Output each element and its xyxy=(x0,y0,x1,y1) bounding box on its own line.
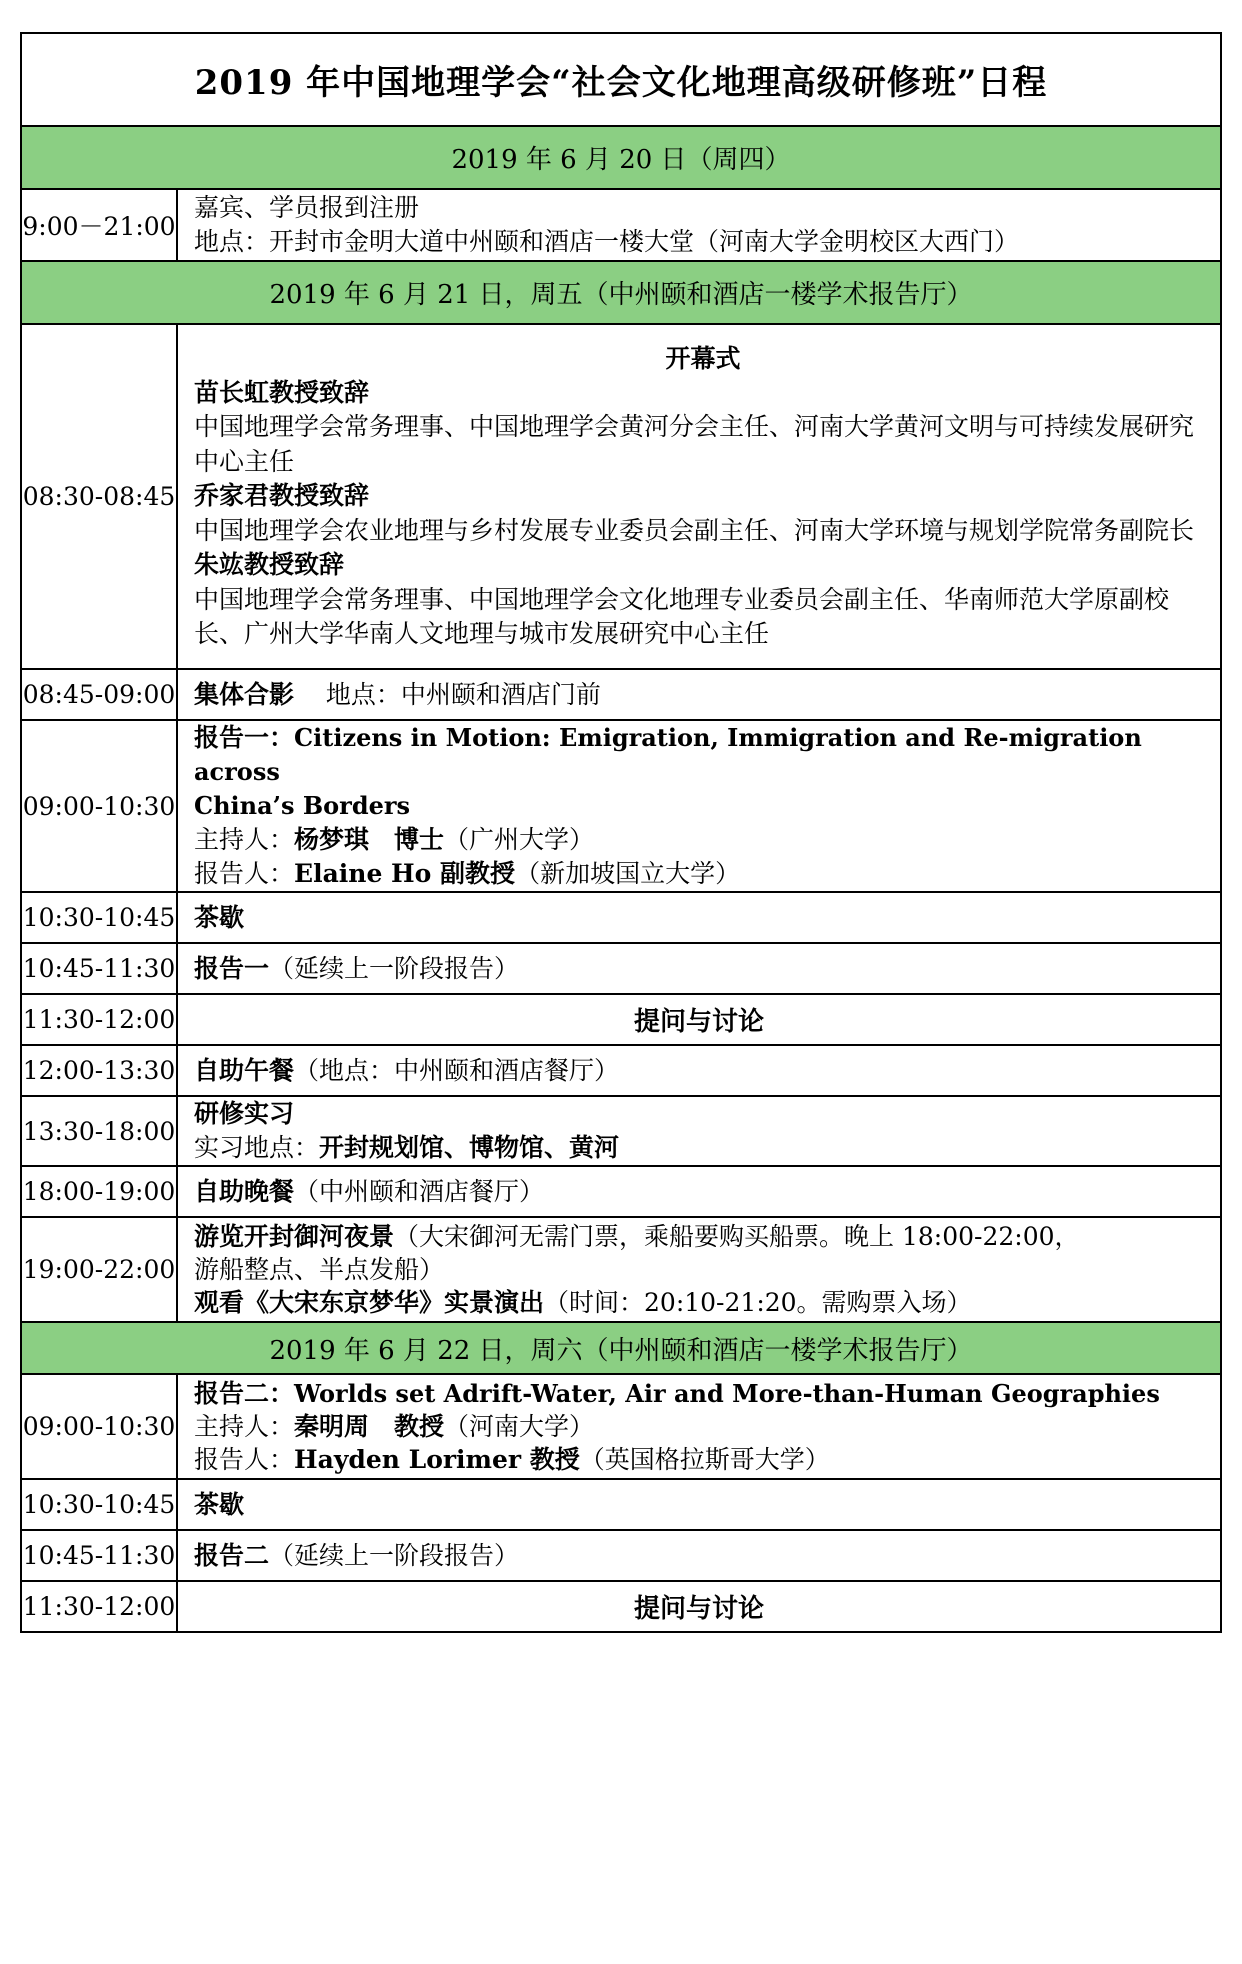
schedule-table xyxy=(20,32,1222,1633)
time-cell: 10:30-10:45 xyxy=(21,892,177,943)
show-note: （时间：20:10-21:20。需购票入场） xyxy=(544,1288,972,1317)
schedule-row-break2 xyxy=(21,1479,1221,1530)
report-speaker xyxy=(194,857,1212,891)
report-speaker xyxy=(194,1443,1212,1476)
content-cell xyxy=(177,720,1221,892)
schedule-row-lunch xyxy=(21,1045,1221,1096)
schedule-row-registration xyxy=(21,189,1221,261)
photo-label: 集体合影 xyxy=(194,679,295,709)
speaker-name: 苗长虹教授致辞 xyxy=(194,378,370,408)
report-title-line1: Citizens in Motion: Emigration, Immigration and Re-migration across xyxy=(194,723,1142,786)
host-affiliation: （广州大学） xyxy=(444,825,595,854)
evening-show xyxy=(194,1286,1212,1319)
schedule-row-report2 xyxy=(21,1374,1221,1479)
report-host xyxy=(194,1410,1212,1443)
field-label: 研修实习 xyxy=(194,1099,295,1128)
tour-note-cont: 游船整点、半点发船） xyxy=(194,1255,445,1284)
content-cell xyxy=(177,1374,1221,1479)
report-host xyxy=(194,823,1212,857)
schedule-row-qa2 xyxy=(21,1581,1221,1632)
field-place-label: 实习地点： xyxy=(194,1133,320,1162)
schedule-row-field xyxy=(21,1096,1221,1166)
host-affiliation: （河南大学） xyxy=(444,1412,595,1441)
time-cell: 10:30-10:45 xyxy=(21,1479,177,1530)
content-cell xyxy=(177,1530,1221,1581)
schedule-row-evening xyxy=(21,1217,1221,1322)
time-cell: 12:00-13:30 xyxy=(21,1045,177,1096)
content-cell xyxy=(177,669,1221,720)
registration-text: 嘉宾、学员报到注册 xyxy=(194,193,420,222)
speaker-name: 朱竑教授致辞 xyxy=(194,550,345,580)
schedule-row-qa1 xyxy=(21,994,1221,1045)
report-cont-label: 报告二 xyxy=(194,1540,270,1570)
field-place-list: 开封规划馆、博物馆、黄河 xyxy=(319,1133,620,1162)
report-title-text: Worlds set Adrift-Water, Air and More-than-Human Geographies xyxy=(294,1379,1160,1408)
report-cont-label: 报告一 xyxy=(194,953,270,983)
report-title xyxy=(194,721,1212,789)
time-cell: 11:30-12:00 xyxy=(21,1581,177,1632)
time-cell: 9:00－21:00 xyxy=(21,189,177,261)
dinner-note: （中州颐和酒店餐厅） xyxy=(294,1176,545,1206)
qa-label: 提问与讨论 xyxy=(177,994,1221,1045)
day-header-row xyxy=(21,261,1221,324)
show-label: 观看《大宋东京梦华》实景演出 xyxy=(194,1288,545,1317)
page-title: 2019 年中国地理学会“社会文化地理高级研修班”日程 xyxy=(21,33,1221,126)
content-cell xyxy=(177,1217,1221,1322)
field-places xyxy=(194,1131,1212,1165)
content-cell xyxy=(177,1096,1221,1166)
content-cell xyxy=(177,1166,1221,1217)
evening-tour xyxy=(194,1220,1212,1253)
photo-location: 地点：中州颐和酒店门前 xyxy=(325,679,601,709)
report-title xyxy=(194,1377,1212,1410)
speaker-affiliation: （英国格拉斯哥大学） xyxy=(579,1445,830,1474)
title-row xyxy=(21,33,1221,126)
content-cell xyxy=(177,1045,1221,1096)
speaker-affiliation: （新加坡国立大学） xyxy=(515,859,741,888)
day-header-row xyxy=(21,1322,1221,1374)
speaker-name: 乔家君教授致辞 xyxy=(194,481,370,511)
day-header-row xyxy=(21,126,1221,189)
speaker-name: Elaine Ho 副教授 xyxy=(294,859,516,888)
host-label: 主持人： xyxy=(194,1412,295,1441)
content-cell xyxy=(177,943,1221,994)
time-cell: 18:00-19:00 xyxy=(21,1166,177,1217)
lunch-note: （地点：中州颐和酒店餐厅） xyxy=(294,1055,620,1085)
day-header-0620: 2019 年 6 月 20 日（周四） xyxy=(21,126,1221,189)
content-cell xyxy=(177,189,1221,261)
opening-heading: 开幕式 xyxy=(665,343,741,373)
content-cell xyxy=(177,324,1221,669)
report-cont-note: （延续上一阶段报告） xyxy=(269,1540,520,1570)
speaker-label: 报告人： xyxy=(194,859,295,888)
tour-note: （大宋御河无需门票，乘船要购买船票。晚上 18:00-22:00， xyxy=(394,1222,1080,1251)
time-cell: 11:30-12:00 xyxy=(21,994,177,1045)
time-cell: 10:45-11:30 xyxy=(21,943,177,994)
schedule-row-photo xyxy=(21,669,1221,720)
dinner-label: 自助晚餐 xyxy=(194,1176,295,1206)
host-name: 杨梦琪 博士 xyxy=(294,825,445,854)
lunch-label: 自助午餐 xyxy=(194,1055,295,1085)
host-name: 秦明周 教授 xyxy=(294,1412,445,1441)
time-cell: 13:30-18:00 xyxy=(21,1096,177,1166)
speaker-desc: 中国地理学会农业地理与乡村发展专业委员会副主任、河南大学环境与规划学院常务副院长 xyxy=(194,515,1195,545)
time-cell: 19:00-22:00 xyxy=(21,1217,177,1322)
tour-label: 游览开封御河夜景 xyxy=(194,1222,395,1251)
speaker-desc: 中国地理学会常务理事、中国地理学会黄河分会主任、河南大学黄河文明与可持续发展研究中心主任 xyxy=(194,412,1195,476)
schedule-row-report1-cont xyxy=(21,943,1221,994)
report-title-line2: China’s Borders xyxy=(194,791,411,820)
speaker-name: Hayden Lorimer 教授 xyxy=(294,1445,580,1474)
speaker-desc: 中国地理学会常务理事、中国地理学会文化地理专业委员会副主任、华南师范大学原副校长、广州大学华南人文地理与城市发展研究中心主任 xyxy=(194,584,1170,648)
schedule-row-dinner xyxy=(21,1166,1221,1217)
time-cell: 09:00-10:30 xyxy=(21,720,177,892)
day-header-0622: 2019 年 6 月 22 日，周六（中州颐和酒店一楼学术报告厅） xyxy=(21,1322,1221,1374)
time-cell: 08:30-08:45 xyxy=(21,324,177,669)
report-cont-note: （延续上一阶段报告） xyxy=(269,953,520,983)
qa-label: 提问与讨论 xyxy=(177,1581,1221,1632)
report-prefix: 报告一： xyxy=(194,723,295,752)
schedule-row-report2-cont xyxy=(21,1530,1221,1581)
schedule-row-report1 xyxy=(21,720,1221,892)
time-cell: 08:45-09:00 xyxy=(21,669,177,720)
schedule-row-opening xyxy=(21,324,1221,669)
host-label: 主持人： xyxy=(194,825,295,854)
registration-location: 地点：开封市金明大道中州颐和酒店一楼大堂（河南大学金明校区大西门） xyxy=(194,227,1020,256)
time-cell: 10:45-11:30 xyxy=(21,1530,177,1581)
time-cell: 09:00-10:30 xyxy=(21,1374,177,1479)
report-prefix: 报告二： xyxy=(194,1379,295,1408)
schedule-row-break1 xyxy=(21,892,1221,943)
break-label: 茶歇 xyxy=(177,1479,1221,1530)
day-header-0621: 2019 年 6 月 21 日，周五（中州颐和酒店一楼学术报告厅） xyxy=(21,261,1221,324)
break-label: 茶歇 xyxy=(177,892,1221,943)
speaker-label: 报告人： xyxy=(194,1445,295,1474)
